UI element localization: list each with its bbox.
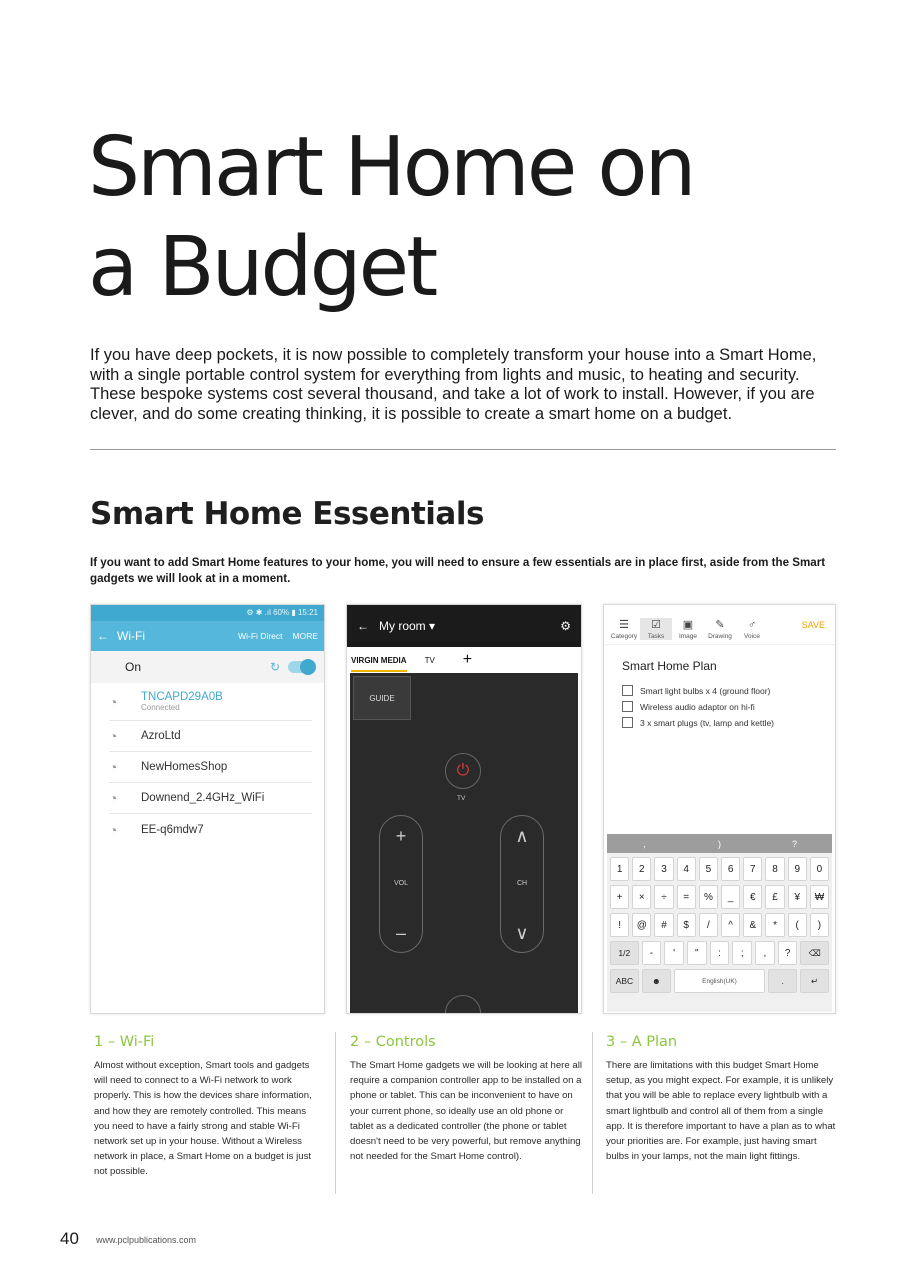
keyboard-key[interactable]: # [654, 913, 673, 937]
keyboard-key[interactable]: + [610, 885, 629, 909]
wifi-toggle-row[interactable] [91, 651, 324, 683]
keyboard-key[interactable]: / [699, 913, 718, 937]
keyboard-key[interactable]: " [687, 941, 707, 965]
remote-tabs [347, 647, 581, 673]
task-checkbox[interactable] [622, 701, 633, 712]
task-item[interactable] [622, 717, 835, 728]
task-item[interactable] [622, 685, 835, 696]
note-title[interactable]: Smart Home Plan [622, 659, 717, 673]
mute-icon[interactable] [445, 995, 481, 1014]
keyboard-key[interactable]: * [765, 913, 784, 937]
keyboard-key[interactable]: ⌫ [800, 941, 829, 965]
checkbox-icon: ☑ [651, 619, 661, 631]
image-icon: ▣ [682, 619, 694, 631]
keyboard-row [607, 853, 832, 881]
caption-heading: 2 – Controls [350, 1034, 436, 1050]
network-name: TNCAPD29A0B [141, 691, 223, 703]
volume-down-icon[interactable]: – [395, 923, 406, 943]
keyboard-row [607, 881, 832, 909]
intro-paragraph: If you have deep pockets, it is now possible to completely transform your house into a Smart Home, with a single portable control system for everything from lights and music, to heating and security. These bespoke systems cost several thousand, and take a lot of work to install. However, if you are clever, and do some creating thinking, it is possible to create a smart home on a budget. [90, 346, 817, 423]
scanning-icon: ↻ [269, 660, 280, 674]
caption-text: There are limitations with this budget Smart Home setup, as you might expect. For example, it is unlikely that you will be able to replace every lightbulb with a smart lightbulb and control all of them from a single app. It is therefore important to have a plan as to what your priorities are. For example, just having smart bulbs in your lamps, not the main light fittings. [606, 1060, 836, 1163]
wifi-lock-icon: ◔ [109, 759, 118, 775]
keyboard-key[interactable]: ABC [610, 969, 639, 993]
back-arrow-icon[interactable]: ← [97, 629, 109, 643]
keyboard-key[interactable]: 6 [721, 857, 740, 881]
task-item[interactable] [622, 701, 835, 712]
keyboard-key[interactable]: 4 [677, 857, 696, 881]
page-title [88, 118, 848, 318]
keyboard-key[interactable]: 8 [765, 857, 784, 881]
network-item[interactable] [109, 721, 312, 752]
task-label: Smart light bulbs x 4 (ground floor) [640, 685, 771, 696]
back-arrow-icon[interactable]: ← [357, 619, 369, 633]
tool-label: Voice [744, 633, 760, 640]
task-checkbox[interactable] [622, 717, 633, 728]
title-line-2: a Budget [88, 220, 436, 315]
keyboard-key[interactable]: English(UK) [674, 969, 766, 993]
list-icon: ☰ [619, 619, 629, 631]
task-checkbox[interactable] [622, 685, 633, 696]
divider [90, 449, 836, 450]
task-label: 3 x smart plugs (tv, lamp and kettle) [640, 717, 775, 728]
keyboard-key[interactable]: ( [788, 913, 807, 937]
network-item[interactable] [109, 752, 312, 783]
tool-label: Drawing [708, 633, 732, 640]
suggestion[interactable]: , [643, 838, 646, 849]
status-bar: ⚙ ✱ .ıl 60% ▮ 15:21 [91, 605, 324, 621]
column-divider [592, 1032, 593, 1194]
keyboard-key[interactable]: 5 [699, 857, 718, 881]
publisher-url[interactable]: www.pclpublications.com [96, 1235, 197, 1245]
volume-up-icon[interactable]: + [395, 826, 407, 846]
wifi-direct-button[interactable]: Wi-Fi Direct [238, 631, 283, 641]
keyboard-key[interactable]: 9 [788, 857, 807, 881]
keyboard-key[interactable]: % [699, 885, 718, 909]
network-item[interactable] [109, 783, 312, 814]
more-button[interactable]: MORE [292, 631, 318, 641]
voice-tool[interactable] [736, 619, 768, 640]
keyboard-key[interactable]: $ [677, 913, 696, 937]
volume-rocker[interactable] [379, 815, 423, 953]
keyboard-key[interactable]: £ [765, 885, 784, 909]
power-icon[interactable]: ⏻ [445, 753, 481, 789]
channel-down-icon[interactable]: ∨ [515, 923, 529, 943]
suggestion[interactable]: ) [718, 838, 721, 849]
tab-virgin-media[interactable]: VIRGIN MEDIA [351, 656, 407, 672]
caption-text: The Smart Home gadgets we will be looking at here all require a companion controller app to be installed on a phone or tablet. This can be inconvenient to have on your current phone, so ideally use an old phone or tablet as a dedicated controller (the phone or tablet doesn't need to be very powerful, but remove anything not needed for the Smart Home control). [350, 1060, 582, 1163]
suggestion[interactable]: ? [791, 838, 797, 849]
keyboard-key[interactable]: ₩ [810, 885, 829, 909]
keyboard-key[interactable]: @ [632, 913, 651, 937]
wifi-lock-icon: ◔ [109, 790, 118, 806]
keyboard-key[interactable]: ; [732, 941, 752, 965]
plan-screenshot [603, 604, 836, 1014]
keyboard-key[interactable]: _ [721, 885, 740, 909]
keyboard-key[interactable]: = [677, 885, 696, 909]
keyboard-row [607, 937, 832, 965]
add-tab-icon[interactable]: + [462, 651, 473, 668]
gear-icon[interactable]: ⚙ [560, 619, 571, 633]
network-name: NewHomesShop [141, 761, 228, 773]
image-tool[interactable] [672, 618, 704, 640]
tool-label: Tasks [647, 633, 665, 640]
channel-up-icon[interactable]: ∧ [515, 826, 529, 846]
caption-heading: 3 – A Plan [606, 1034, 678, 1050]
keyboard-key[interactable]: 0 [810, 857, 829, 881]
caption-text: Almost without exception, Smart tools and gadgets will need to connect to a Wi-Fi network to work properly. This is how the devices share information, and how they are remotely controlled. This means you need to have a fairly strong and stable Wi-Fi network set up in your house. Without a Wireless network in place, a Smart Home on a budget is just not possible. [94, 1060, 312, 1178]
keyboard-row [607, 965, 832, 993]
keyboard-key[interactable]: ¥ [788, 885, 807, 909]
category-tool[interactable] [608, 618, 640, 640]
keyboard-key[interactable]: 1 [610, 857, 629, 881]
keyboard-key[interactable]: ↵ [800, 969, 829, 993]
remote-pad [350, 673, 578, 1014]
tasks-tool[interactable] [640, 618, 672, 640]
wifi-screenshot [90, 604, 325, 1014]
keyboard-key[interactable]: ! [610, 913, 629, 937]
keyboard-key[interactable]: , [755, 941, 775, 965]
drawing-tool[interactable] [704, 618, 736, 640]
wifi-lock-icon: ◔ [109, 821, 118, 838]
network-name: EE-q6mdw7 [141, 823, 204, 836]
guide-button[interactable]: GUIDE [353, 676, 411, 720]
keyboard-key[interactable]: ? [778, 941, 798, 965]
task-label: Wireless audio adaptor on hi-fi [640, 701, 755, 712]
pencil-icon: ✎ [715, 619, 725, 631]
tool-label: Image [678, 633, 698, 640]
room-selector[interactable]: My room ▾ [379, 619, 436, 633]
note-toolbar [604, 605, 835, 645]
keyboard-key[interactable]: - [642, 941, 662, 965]
network-status: Connected [141, 703, 180, 712]
keyboard-key[interactable]: 3 [654, 857, 673, 881]
page-number: 40 [60, 1229, 79, 1248]
tab-tv[interactable]: TV [424, 655, 435, 665]
save-button[interactable]: SAVE [801, 620, 825, 630]
keyboard-key[interactable]: ÷ [654, 885, 673, 909]
section-heading: Smart Home Essentials [90, 496, 484, 532]
lead-paragraph: If you want to add Smart Home features to your home, you will need to ensure a few essentials are in place first, aside from the Smart gadgets we will look at in a moment. [90, 556, 826, 585]
suggestion-bar [607, 834, 832, 853]
remote-app-bar [347, 605, 581, 647]
wifi-lock-icon: ◔ [109, 728, 118, 744]
keyboard-key[interactable]: 1/2 [610, 941, 639, 965]
keyboard-key[interactable]: ' [664, 941, 684, 965]
keyboard-key[interactable]: ☻ [642, 969, 671, 993]
volume-label: VOL [393, 880, 408, 887]
tool-label: Category [610, 633, 638, 640]
keyboard-row [607, 909, 832, 937]
wifi-title: Wi-Fi [117, 629, 145, 643]
channel-label: CH [516, 880, 528, 887]
keyboard-key[interactable]: . [768, 969, 797, 993]
keyboard-key[interactable]: & [743, 913, 762, 937]
keyboard-key[interactable]: ) [810, 913, 829, 937]
wifi-toggle[interactable] [288, 661, 314, 673]
keyboard-key[interactable]: 7 [743, 857, 762, 881]
network-item[interactable] [109, 683, 312, 721]
keyboard-key[interactable]: ^ [721, 913, 740, 937]
wifi-app-bar [91, 621, 324, 651]
keyboard-key[interactable]: : [710, 941, 730, 965]
keyboard-key[interactable]: × [632, 885, 651, 909]
wifi-on-label: On [125, 660, 142, 674]
network-name: Downend_2.4GHz_WiFi [141, 792, 265, 804]
room-name: My room [379, 619, 426, 633]
title-line-1: Smart Home on [88, 120, 694, 215]
wifi-lock-icon: ◔ [109, 693, 118, 710]
network-name: AzroLtd [141, 730, 181, 742]
caption-heading: 1 – Wi-Fi [94, 1034, 155, 1050]
power-label: TV [457, 795, 466, 802]
keyboard [607, 834, 832, 1012]
remote-screenshot [346, 604, 582, 1014]
keyboard-key[interactable]: 2 [632, 857, 651, 881]
keyboard-key[interactable]: € [743, 885, 762, 909]
channel-rocker[interactable] [500, 815, 544, 953]
network-item[interactable] [109, 814, 312, 845]
column-divider [335, 1032, 336, 1194]
microphone-icon: ♂ [747, 619, 757, 631]
